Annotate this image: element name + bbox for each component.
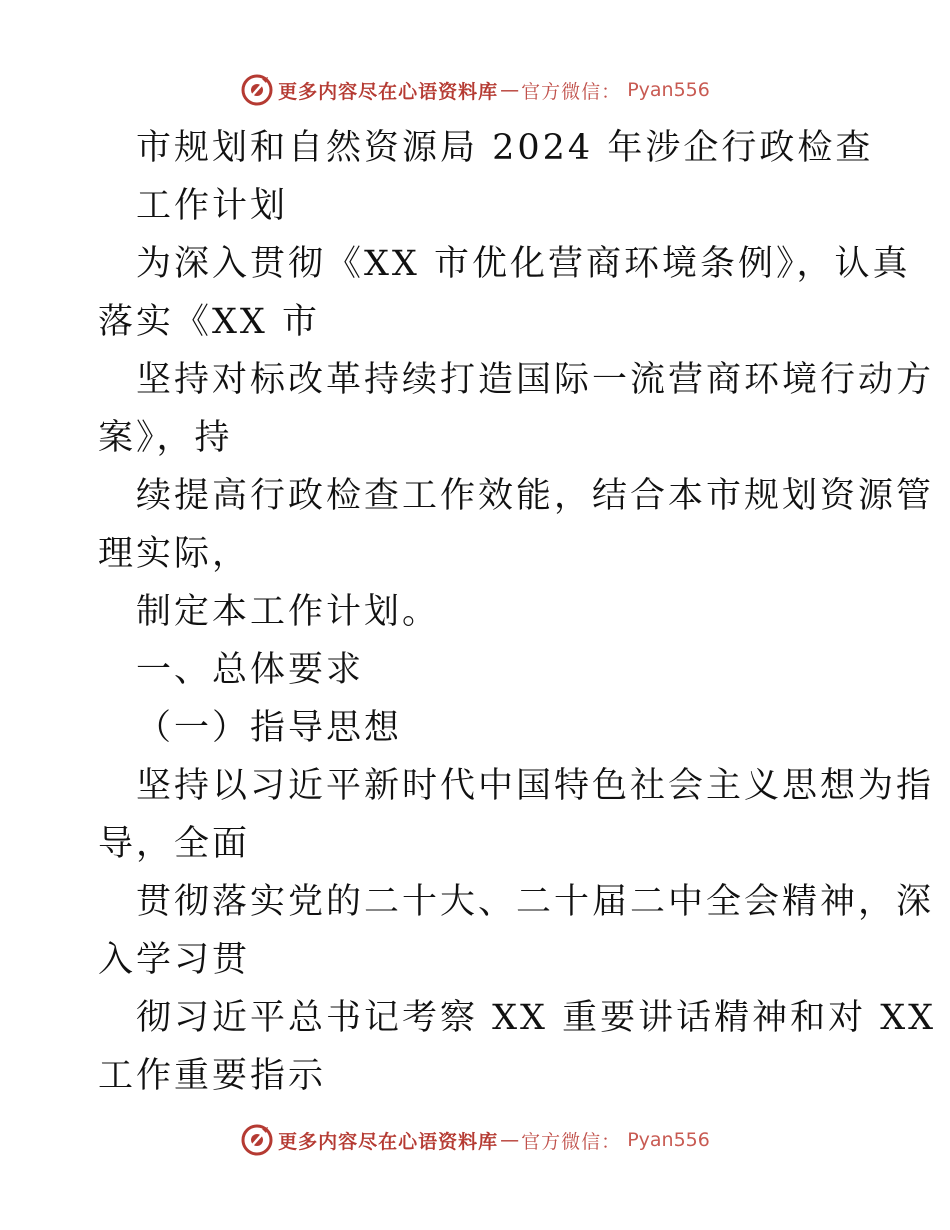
doc-line: 案》，持: [98, 418, 233, 458]
doc-title-line-1: 市规划和自然资源局 2024 年涉企行政检查: [136, 128, 874, 168]
doc-line: 续提高行政检查工作效能，结合本市规划资源管: [136, 476, 935, 516]
doc-section-heading: 一、总体要求: [136, 650, 365, 690]
banner-text: 更多内容尽在心语资料库: [278, 1130, 499, 1153]
banner-dash: —: [500, 1129, 520, 1151]
doc-line: 理实际，: [98, 534, 251, 574]
banner-text: 更多内容尽在心语资料库: [278, 80, 499, 103]
doc-line: 入学习贯: [98, 940, 251, 980]
doc-line: 贯彻落实党的二十大、二十届二中全会精神，深: [136, 882, 935, 922]
doc-line: 制定本工作计划。: [136, 592, 441, 632]
doc-line: 工作重要指示: [98, 1056, 327, 1096]
doc-line: 坚持以习近平新时代中国特色社会主义思想为指: [136, 766, 935, 806]
banner-wechat-id: Pyan556: [627, 1129, 710, 1151]
doc-line: 为深入贯彻《XX 市优化营商环境条例》，认真: [136, 244, 911, 284]
banner-wechat-id: Pyan556: [627, 79, 710, 101]
doc-subsection-heading: （一）指导思想: [136, 708, 403, 748]
doc-line: 坚持对标改革持续打造国际一流营商环境行动方: [136, 360, 935, 400]
brand-logo-icon: [240, 73, 274, 107]
banner-label: 官方微信：: [521, 80, 622, 103]
doc-line: 导，全面: [98, 824, 251, 864]
header-banner: [0, 70, 950, 110]
footer-banner: [0, 1120, 950, 1160]
banner-label: 官方微信：: [521, 1130, 622, 1153]
brand-logo-icon: [240, 1123, 274, 1157]
doc-line: 彻习近平总书记考察 XX 重要讲话精神和对 XX: [136, 998, 937, 1038]
doc-line: 落实《XX 市: [98, 302, 320, 342]
doc-title-line-2: 工作计划: [136, 186, 289, 226]
banner-dash: —: [500, 79, 520, 101]
